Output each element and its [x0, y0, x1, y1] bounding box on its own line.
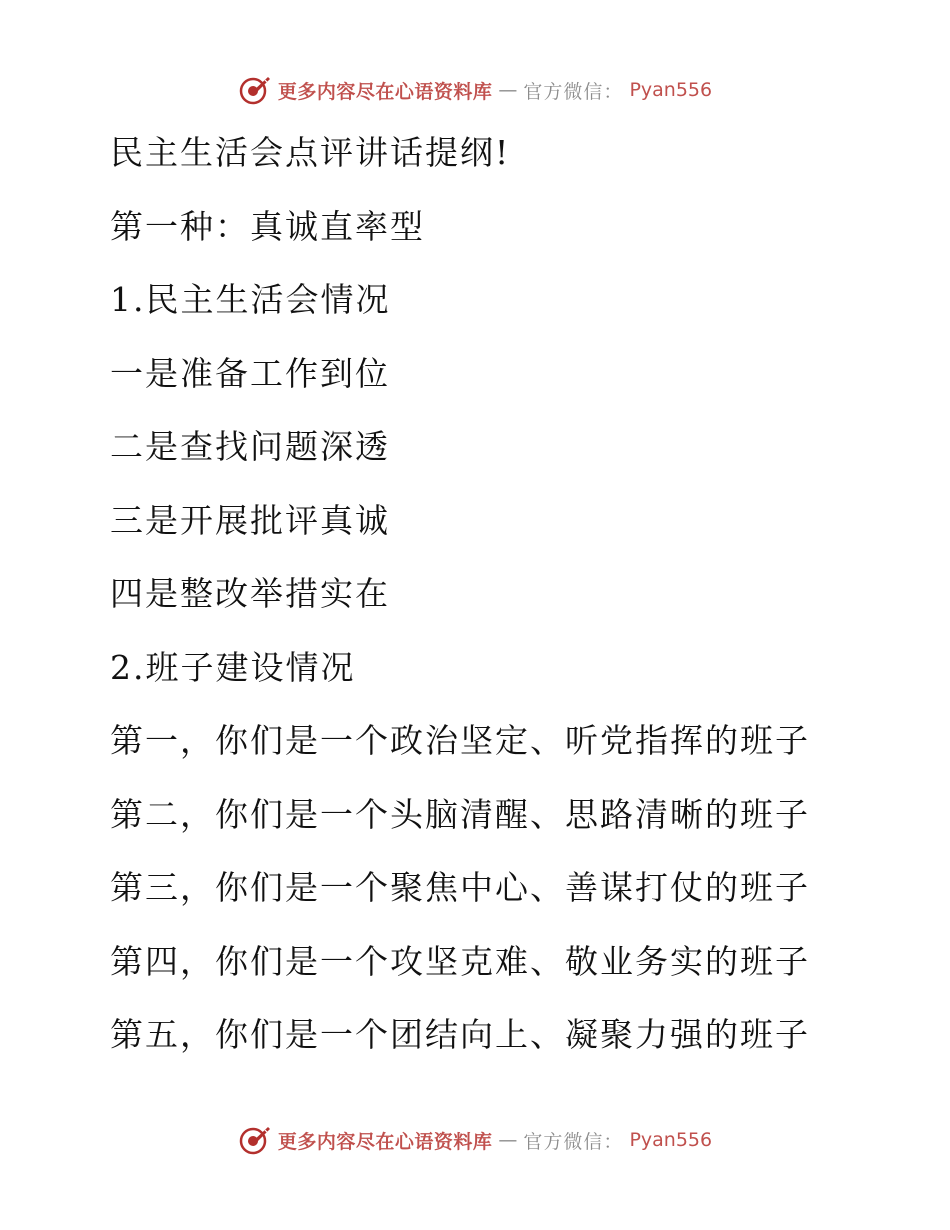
pen-logo-icon	[238, 1123, 272, 1157]
header-wechat-id: Pyan556	[629, 79, 713, 101]
header-dash: —	[498, 79, 518, 101]
footer-wechat-label: 官方微信：	[523, 1130, 624, 1153]
subsection-heading: 2.班子建设情况	[110, 647, 356, 687]
list-item: 四是整改举措实在	[110, 574, 390, 613]
subsection-heading: 1.民主生活会情况	[110, 280, 391, 319]
footer-wechat-id: Pyan556	[629, 1129, 713, 1151]
section-heading: 第一种：真诚直率型	[110, 206, 425, 246]
list-item: 第五，你们是一个团结向上、凝聚力强的班子	[110, 1015, 810, 1054]
list-item: 第三，你们是一个聚焦中心、善谋打仗的班子	[110, 868, 810, 907]
header-brand-text: 更多内容尽在心语资料库	[277, 80, 493, 103]
list-item: 二是查找问题深透	[110, 427, 390, 466]
footer-banner	[0, 1120, 950, 1160]
footer-brand-text: 更多内容尽在心语资料库	[277, 1130, 493, 1153]
list-item: 三是开展批评真诚	[110, 500, 390, 540]
document-title: 民主生活会点评讲话提纲!	[110, 133, 511, 172]
document-body	[110, 116, 910, 1072]
pen-logo-icon	[238, 73, 272, 107]
header-banner	[0, 70, 950, 110]
list-item: 一是准备工作到位	[110, 353, 390, 393]
list-item: 第二，你们是一个头脑清醒、思路清晰的班子	[110, 794, 810, 834]
list-item: 第一，你们是一个政治坚定、听党指挥的班子	[110, 721, 810, 760]
list-item: 第四，你们是一个攻坚克难、敬业务实的班子	[110, 941, 810, 981]
footer-dash: —	[498, 1129, 518, 1151]
header-wechat-label: 官方微信：	[523, 80, 624, 103]
